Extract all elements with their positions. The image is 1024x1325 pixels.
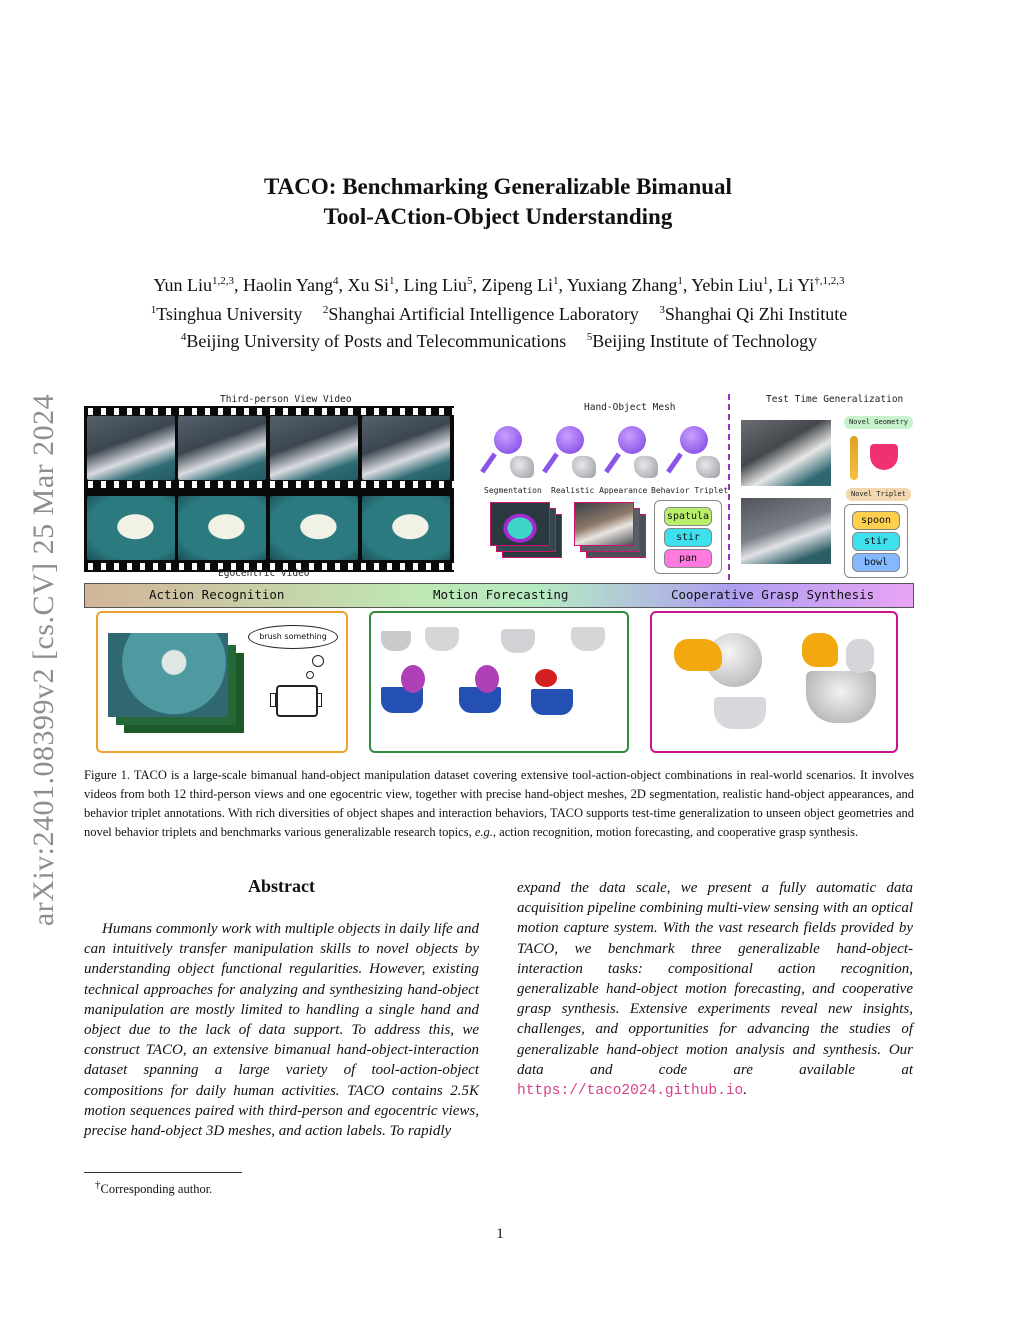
triplet-tag-object: pan [664, 549, 712, 568]
footnote [95, 1179, 212, 1197]
novel-tag-action: stir [852, 532, 900, 551]
abstract-right-text: expand the data scale, we present a fully automatic data acquisition pipeline combining multi-view sensing with an optical motion capture system. With the vast research fields provided by TACO, we benchmark three generalizable hand-object-interaction tasks: compositional action recognition, generalizable hand-object motion forecasting, and cooperative grasp synthesis. Extensive experiments reveal new insights, challenges, and opportunities for advancing the studies of generalizable hand-object motion analysis and synthesis. Our data and code are available at [517, 880, 913, 1078]
egocentric-frame [362, 496, 450, 560]
hand-object-mesh [542, 426, 600, 484]
task-action-recognition: Action Recognition [149, 587, 285, 602]
egocentric-frame [270, 496, 358, 560]
affiliation-4: $^4$Beijing University of Posts and Telecommunications [180, 331, 567, 351]
affiliation-2: $^2$Shanghai Artificial Intelligence Laboratory [322, 304, 639, 324]
author-affiliation-mark: 1 [553, 275, 559, 287]
hand-object-mesh [604, 426, 662, 484]
novel-geometry-label: Novel Geometry [844, 416, 913, 429]
grasp-synthesis-panel [650, 611, 898, 753]
author: Yebin Liu [691, 275, 763, 295]
footnote-rule [84, 1172, 242, 1173]
novel-spoon-shape [850, 436, 858, 480]
third-person-frame [270, 416, 358, 480]
novel-tag-object: bowl [852, 553, 900, 572]
caption-eg: e.g. [474, 824, 493, 839]
affiliation-3: $^3$Shanghai Qi Zhi Institute [659, 304, 848, 324]
affiliation-row-2 [84, 326, 914, 353]
author-affiliation-mark: 1,2,3 [212, 275, 235, 287]
author-list: Yun Liu$^{1,2,3}$, Haolin Yang$^4$, Xu Si$^1$, Ling Liu$^5$, Zipeng Li$^1$, Yuxiang Zhang$^1$, Yebin Liu$^1$, Li $Yi^{\dagger,1,2,3}$ [153, 275, 845, 295]
affiliation-list [84, 299, 914, 353]
novel-geometry-photo [741, 420, 831, 486]
novel-triplet-photo [741, 498, 831, 564]
affiliation-row-1 [84, 299, 914, 326]
figure-caption [84, 766, 914, 842]
footnote-mark: † [95, 1179, 101, 1191]
footnote-text: Corresponding author. [100, 1182, 213, 1197]
caption-text-1: TACO is a large-scale bimanual hand-object manipulation dataset covering extensive tool-action-object combinations in real-world scenarios. It involves videos from both 12 third-person views and one egocentric view, together with precise hand-object meshes, 2D segmentation, realistic hand-object appearances, and behavior triplet annotations. With rich diversities of object shapes and interaction behaviors, TACO supports test-time generalization to unseen object geometries and novel behavior triplets and benchmarks various generalizable research topics, [84, 768, 915, 839]
paper-title [180, 172, 816, 232]
caption-prefix: Figure 1. [84, 768, 131, 782]
author: Li Yi [777, 275, 815, 295]
title-line-1: TACO: Benchmarking Generalizable Bimanual [264, 174, 732, 199]
third-person-frame [87, 416, 175, 480]
third-person-frame [178, 416, 266, 480]
author-affiliation-mark: †,1,2,3 [814, 275, 845, 287]
egocentric-label: Egocentric Video [218, 568, 310, 579]
author: Yun Liu [153, 275, 213, 295]
novel-basket-shape [870, 444, 898, 470]
author: Haolin Yang [243, 275, 334, 295]
teaser-figure [84, 390, 914, 752]
project-url-link[interactable]: https://taco2024.github.io [517, 1083, 744, 1100]
novel-triplet-label: Novel Triplet [846, 488, 911, 501]
caption-text-2: , action recognition, motion forecasting, and cooperative grasp synthesis. [492, 824, 859, 839]
author: Ling Liu [403, 275, 468, 295]
motion-forecasting-panel [369, 611, 629, 753]
action-recognition-panel [96, 611, 348, 753]
author-affiliation-mark: 4 [333, 275, 339, 287]
hand-object-mesh [666, 426, 724, 484]
egocentric-clip [108, 633, 228, 717]
title-line-2: Tool-ACtion-Object Understanding [323, 204, 673, 229]
affiliation-5: $^5$Beijing Institute of Technology [586, 331, 818, 351]
egocentric-frame [87, 496, 175, 560]
mesh-label: Hand-Object Mesh [584, 402, 676, 413]
appearance-label: Realistic Appearance [551, 486, 648, 495]
task-motion-forecasting: Motion Forecasting [433, 587, 569, 602]
author-affiliation-mark: 1 [762, 275, 769, 287]
triplet-label: Behavior Triplet [651, 486, 729, 495]
film-strip [84, 406, 454, 572]
author: Zipeng Li [481, 275, 554, 295]
abstract-left-text: Humans commonly work with multiple objects in daily life and can intuitively transfer manipulation skills to novel objects by understanding object functional regularities. However, existing technical approaches for analyzing and synthesizing hand-object manipulation are mostly limited to handling a single hand and object due to the lack of data support. To address this, we construct TACO, an extensive bimanual hand-object-interaction dataset spanning a large variety of tool-action-object compositions for daily human activities. TACO contains 2.5K motion sequences paired with third-person and egocentric views, precise hand-object 3D meshes, and action labels. To rapidly [84, 921, 479, 1140]
abstract-heading: Abstract [248, 876, 315, 896]
author-affiliation-mark: 5 [467, 275, 473, 287]
novel-tag-tool: spoon [852, 511, 900, 530]
task-bar [84, 583, 914, 608]
abstract-left-column [84, 919, 479, 1141]
speech-bubble: brush something [248, 625, 338, 649]
author: Yuxiang Zhang [566, 275, 678, 295]
author: Xu Si [347, 275, 390, 295]
abstract-right-column [517, 878, 913, 1101]
author-affiliation-mark: 1 [677, 275, 683, 287]
abstract-end: . [743, 1082, 747, 1099]
triplet-tag-action: stir [664, 528, 712, 547]
author-affiliation-mark: 1 [389, 275, 395, 287]
third-person-frame [362, 416, 450, 480]
third-person-label: Third-person View Video [220, 394, 352, 405]
arxiv-stamp [4, 393, 84, 927]
robot-icon [276, 685, 318, 717]
segmentation-label: Segmentation [484, 486, 542, 495]
triplet-tag-tool: spatula [664, 507, 712, 526]
page-number: 1 [496, 1226, 504, 1242]
affiliation-1: $^1$Tsinghua University [150, 304, 303, 324]
dashed-separator [728, 394, 730, 580]
egocentric-frame [178, 496, 266, 560]
task-cooperative-grasp: Cooperative Grasp Synthesis [671, 587, 875, 602]
arxiv-id: arXiv:2401.08399v2 [cs.CV] 25 Mar 2024 [27, 393, 60, 927]
test-time-label: Test Time Generalization [766, 394, 904, 405]
hand-object-mesh [480, 426, 538, 484]
